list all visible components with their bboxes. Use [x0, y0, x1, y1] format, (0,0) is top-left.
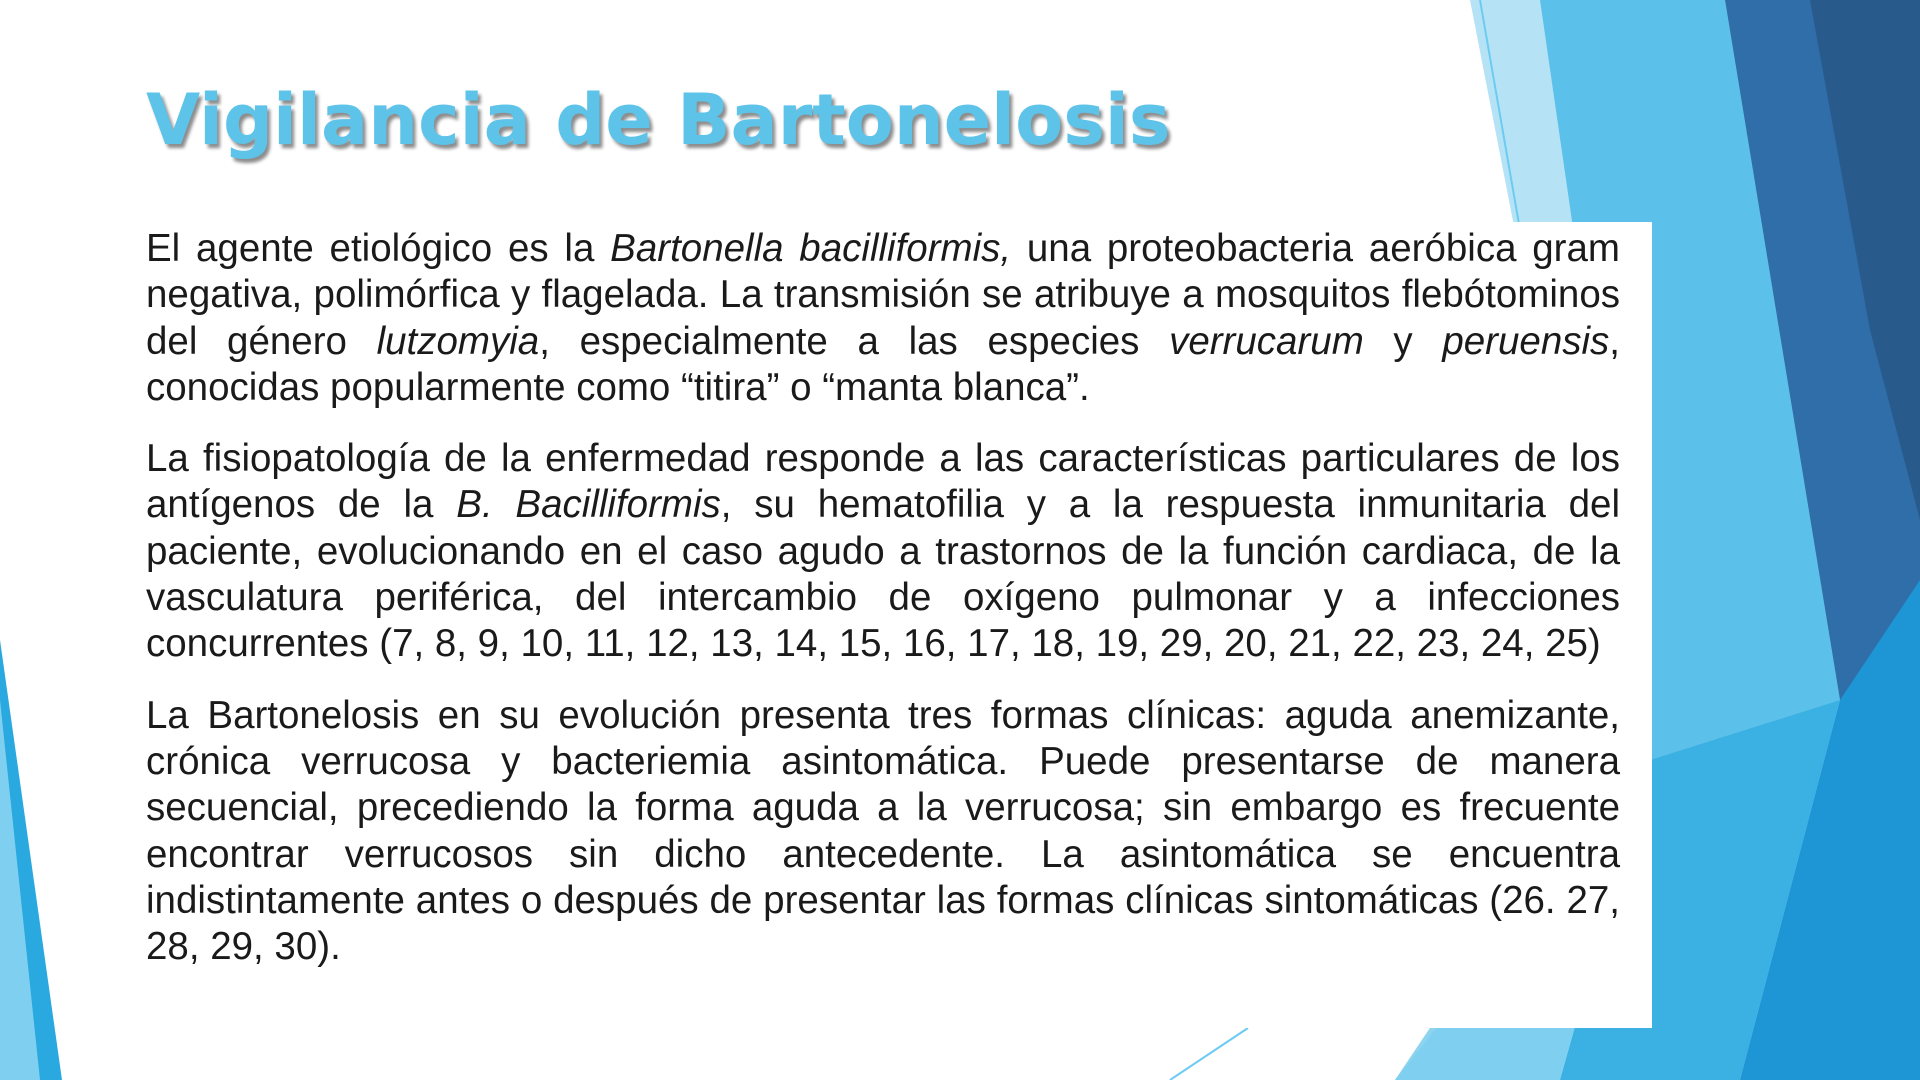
paragraph-1 [146, 226, 1620, 411]
text-segment: La Bartonelosis en su evolución presenta tres formas clínicas: aguda anemizante, crónica verrucosa y bacteriemia asintomática. Puede presentarse de manera secuencial, precediendo la forma aguda a la verrucosa; sin embargo es frecuente encontrar verrucosos sin dicho antecedente. La asintomática se encuentra indistintamente antes o después de presentar las formas clínicas sintomáticas (26. 27, 28, 29, 30). [146, 693, 1620, 969]
text-segment: y [1363, 319, 1443, 363]
text-segment-italic: lutzomyia [376, 319, 540, 363]
text-segment: , especialmente a las especies [539, 319, 1170, 363]
text-segment: una proteobacteria aeróbica gram negativa, polimórfica y flagelada. La transmisión se atribuye a mosquitos flebótominos del género [146, 227, 1620, 363]
text-segment-italic: verrucarum [1169, 319, 1364, 363]
paragraph-3 [146, 693, 1620, 971]
accent-line-bottom [1170, 1028, 1248, 1080]
text-segment: , conocidas popularmente como “titira” o “manta blanca”. [146, 319, 1620, 409]
text-segment-italic: Bartonella bacilliformis, [610, 227, 1012, 270]
text-segment: El agente etiológico es la [146, 227, 611, 270]
paragraph-2 [146, 436, 1620, 667]
text-segment: La fisiopatología de la enfermedad responde a las características particulares de los antígenos de la [146, 437, 1620, 527]
text-segment-italic: peruensis [1442, 319, 1610, 363]
text-segment-italic: B. Bacilliformis [456, 483, 721, 527]
slide-title: Vigilancia de Bartonelosis [146, 79, 1171, 161]
body-text [146, 226, 1620, 970]
text-segment: , su hematofilia y a la respuesta inmunitaria del paciente, evolucionando en el caso agudo a trastornos de la función cardiaca, de la vasculatura periférica, del intercambio de oxígeno pulmonar y a infecciones concurrentes (7, 8, 9, 10, 11, 12, 13, 14, 15, 16, 17, 18, 19, 29, 20, 21, 22, 23, 24, 25) [146, 483, 1620, 666]
